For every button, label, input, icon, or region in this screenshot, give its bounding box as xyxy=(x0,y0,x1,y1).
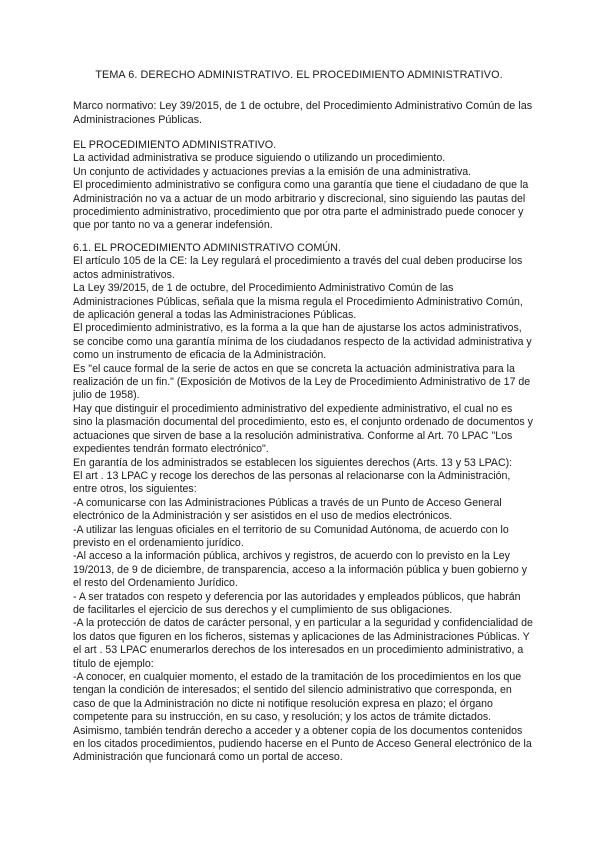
section-procedimiento xyxy=(73,139,533,233)
document-title: TEMA 6. DERECHO ADMINISTRATIVO. EL PROCEDIMIENTO ADMINISTRATIVO. xyxy=(95,69,503,81)
section-heading: EL PROCEDIMIENTO ADMINISTRATIVO. xyxy=(73,139,277,151)
marco-normativo: Marco normativo: Ley 39/2015, de 1 de octubre, del Procedimiento Administrativo Común de las Administraciones Públicas. xyxy=(73,100,533,126)
paragraph: Es "el cauce formal de la serie de actos en que se concreta la actuación administrativa para la realización de un fin." (Exposición de Motivos de la Ley de Procedimiento Administrativo de 17 de julio de 1958). xyxy=(73,362,531,402)
list-item: - A ser tratados con respeto y deferencia por las autoridades y empleados públicos, que habrán de facilitarles el ejercicio de sus derechos y el cumplimiento de sus obligaciones. xyxy=(73,590,521,616)
paragraph: El art . 13 LPAC y recoge los derechos de las personas al relacionarse con la Administración, entre otros, los siguientes: xyxy=(73,469,511,496)
paragraph: El procedimiento administrativo, es la forma a la que han de ajustarse los actos administrativos, se concibe como una garantía mínima de los ciudadanos respecto de la actividad administrativa y como un instrumento de eficacia de la Administración. xyxy=(73,322,532,362)
section-heading: 6.1. EL PROCEDIMIENTO ADMINISTRATIVO COMÚN. xyxy=(73,242,341,254)
list-item: -A conocer, en cualquier momento, el estado de la tramitación de los procedimientos en los que tengan la condición de interesados; el sentido del silencio administrativo que corresponda, en caso de que la Administración no dicte ni notifique resolución expresa en plazo; el órgano competente para su instrucción, en su caso, y resolución; y los actos de trámite dictados. Asimismo, también tendrán derecho a acceder y a obtener copia de los documentos contenidos en los citados procedimientos, pudiendo hacerse en el Punto de Acceso General electrónico de la Administración que funcionará como un portal de acceso. xyxy=(73,671,532,764)
paragraph: La Ley 39/2015, de 1 de octubre, del Procedimiento Administrativo Común de las Administraciones Públicas, señala que la misma regula el Procedimiento Administrativo Común, de aplicación general a todas las Administraciones Públicas. xyxy=(73,282,523,322)
paragraph: En garantía de los administrados se establecen los siguientes derechos (Arts. 13 y 53 LPAC): xyxy=(73,456,513,469)
list-item: -A comunicarse con las Administraciones Públicas a través de un Punto de Acceso General electrónico de la Administración y ser asistidos en el uso de medios electrónicos. xyxy=(73,496,502,523)
list-item: -A la protección de datos de carácter personal, y en particular a la seguridad y confidencialidad de los datos que figuren en los ficheros, sistemas y aplicaciones de las Administraciones Públicas. Y el art . 53 LPAC enumerarlos derechos de los interesados en un procedimiento administrativo, a título de ejemplo: xyxy=(73,617,533,670)
list-item: -A utilizar las lenguas oficiales en el territorio de su Comunidad Autónoma, de acuerdo con lo previsto en el ordenamiento jurídico. xyxy=(73,523,509,549)
list-item: -Al acceso a la información pública, archivos y registros, de acuerdo con lo previsto en la Ley 19/2013, de 9 de diciembre, de transparencia, acceso a la información pública y buen gobierno y el resto del Ordenamiento Jurídico. xyxy=(73,550,528,590)
paragraph: La actividad administrativa se produce siguiendo o utilizando un procedimiento. xyxy=(73,152,446,165)
paragraph: Un conjunto de actividades y actuaciones previas a la emisión de una administrativa. xyxy=(73,165,472,178)
section-procedimiento-comun xyxy=(73,242,533,765)
paragraph: El artículo 105 de la CE: la Ley regulará el procedimiento a través del cual deben producirse los actos administrativos. xyxy=(73,255,523,281)
paragraph: Hay que distinguir el procedimiento administrativo del expediente administrativo, el cual no es sino la plasmación documental del procedimiento, esto es, el conjunto ordenado de documentos y actuaciones que sirven de base a la resolución administrativa. Conforme al Art. 70 LPAC "Los expedientes tendrán formato electrónico". xyxy=(73,402,533,456)
paragraph: El procedimiento administrativo se configura como una garantía que tiene el ciudadano de que la Administración no va a actuar de un modo arbitrario y discrecional, sino siguiendo las pautas del procedimiento administrativo, procedimiento que por otra parte el administrado puede conocer y que por tanto no va a generar indefensión. xyxy=(73,179,529,232)
